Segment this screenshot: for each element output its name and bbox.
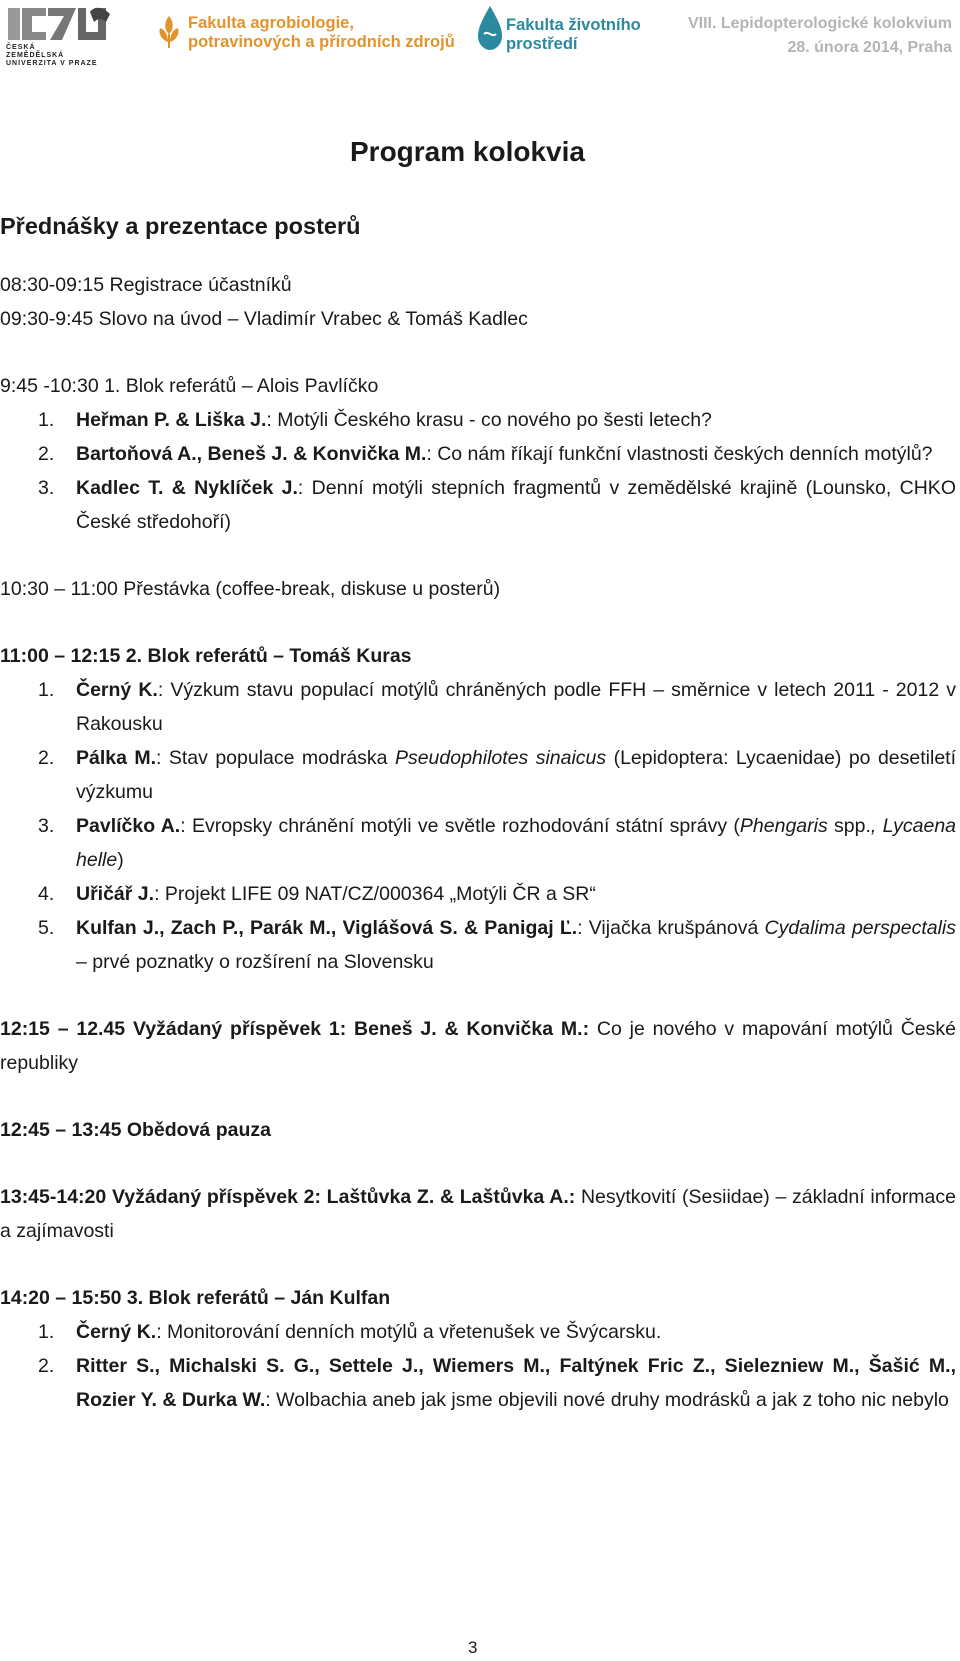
fapprz-line2: potravinových a přírodních zdrojů — [188, 33, 455, 51]
fapprz-line1: Fakulta agrobiologie, — [188, 14, 354, 32]
block1-list — [0, 403, 956, 539]
drop-icon — [476, 4, 504, 52]
list-item: 3. Pavlíčko A.: Evropsky chránění motýli ve světle rozhodování státní správy (Phengaris spp., Lycaena helle) — [38, 815, 957, 871]
section-title: Přednášky a prezentace posterů — [0, 213, 361, 239]
lunch-line: 12:45 – 13:45 Obědová pauza — [0, 1119, 271, 1141]
block1-heading: 9:45 -10:30 1. Blok referátů – Alois Pavlíčko — [0, 375, 379, 397]
list-item: 1. Černý K.: Výzkum stavu populací motýlů chráněných podle FFH – směrnice v letech 2011 - 2012 v Rakousku — [38, 679, 956, 735]
list-item: 3. Kadlec T. & Nyklíček J.: Denní motýli stepních fragmentů v zemědělské krajině (Lounsko, CHKO České středohoří) — [38, 477, 956, 533]
czu-emblem-icon — [6, 4, 114, 44]
list-item: 1. Černý K.: Monitorování denních motýlů a vřetenušek ve Švýcarsku. — [38, 1321, 662, 1343]
invited-talk-2: 13:45-14:20 Vyžádaný příspěvek 2: Laštůvka Z. & Laštůvka A.: Nesytkovití (Sesiidae) – základní informace a zajímavosti — [0, 1186, 956, 1242]
list-item: 2. Ritter S., Michalski S. G., Settele J., Wiemers M., Faltýnek Fric Z., Sielezniew M., Šašić M., Rozier Y. & Durka W.: Wolbachia aneb jak jsme objevili nové druhy modrásků a jak z toho nic nebylo — [38, 1355, 956, 1411]
fzp-line2: prostředí — [506, 35, 578, 53]
invited-talk-1: 12:15 – 12.45 Vyžádaný příspěvek 1: Beneš J. & Konvička M.: Co je nového v mapování motýlů České republiky — [0, 1018, 956, 1074]
list-item: 5. Kulfan J., Zach P., Parák M., Viglášová S. & Panigaj Ľ.: Vijačka krušpánová Cydalima perspectalis – prvé poznatky o rozšírení na Slovensku — [38, 917, 956, 973]
list-item: 2. Pálka M.: Stav populace modráska Pseudophilotes sinaicus (Lepidoptera: Lycaenidae) po desetiletí výzkumu — [38, 747, 956, 803]
fapprz-logo — [154, 14, 455, 54]
page-title: Program kolokvia — [350, 136, 585, 167]
block3-heading: 14:20 – 15:50 3. Blok referátů – Ján Kulfan — [0, 1287, 391, 1309]
fzp-logo — [476, 4, 641, 57]
break-line: 10:30 – 11:00 Přestávka (coffee-break, diskuse u posterů) — [0, 578, 501, 600]
czu-logo — [6, 4, 114, 70]
conference-info — [688, 12, 952, 60]
intro-line: 09:30-9:45 Slovo na úvod – Vladimír Vrabec & Tomáš Kadlec — [0, 308, 528, 330]
list-item: 2. Bartoňová A., Beneš J. & Konvička M.: Co nám říkají funkční vlastnosti českých denních motýlů? — [38, 443, 933, 465]
page-number: 3 — [468, 1638, 478, 1657]
block2-heading: 11:00 – 12:15 2. Blok referátů – Tomáš Kuras — [0, 645, 412, 667]
conference-name: VIII. Lepidopterologické kolokvium — [687, 15, 952, 32]
page-header — [0, 0, 960, 80]
program-content — [0, 268, 956, 1417]
block3-list — [0, 1315, 956, 1417]
fzp-line1: Fakulta životního — [506, 16, 641, 34]
block2-list — [0, 673, 956, 979]
wheat-icon — [154, 14, 184, 50]
registration-line: 08:30-09:15 Registrace účastníků — [0, 274, 292, 296]
list-item: 1. Heřman P. & Liška J.: Motýli Českého krasu - co nového po šesti letech? — [38, 409, 712, 431]
conference-date: 28. února 2014, Praha — [787, 39, 952, 56]
list-item: 4. Uřičář J.: Projekt LIFE 09 NAT/CZ/000364 „Motýli ČR a SR“ — [38, 883, 596, 905]
czu-logo-text: ČESKÁ ZEMĚDĚLSKÁ UNIVERZITA V PRAZE — [6, 44, 98, 67]
